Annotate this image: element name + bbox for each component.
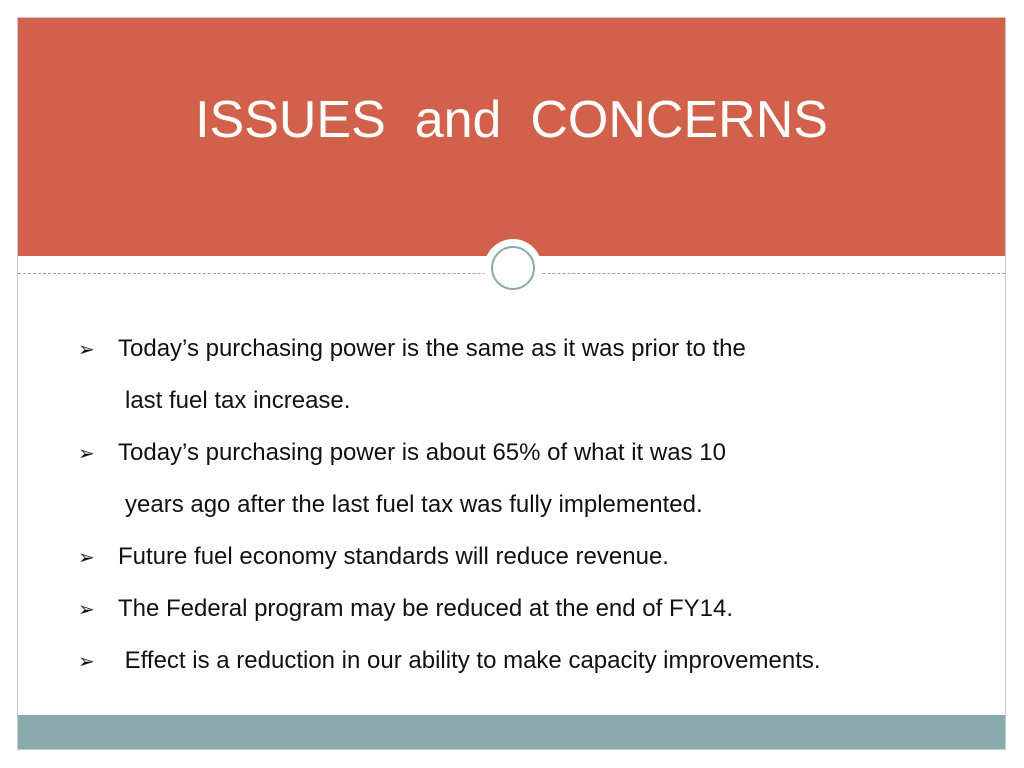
title-banner bbox=[18, 18, 1005, 256]
arrow-bullet-icon: ➢ bbox=[78, 597, 95, 621]
bullet-text: Today’s purchasing power is the same as it was prior to the bbox=[118, 335, 746, 362]
arrow-bullet-icon: ➢ bbox=[78, 545, 95, 569]
bullet-text: Today’s purchasing power is about 65% of what it was 10 bbox=[118, 439, 726, 466]
bullet-item-2 bbox=[78, 427, 985, 479]
bullet-text: Future fuel economy standards will reduce revenue. bbox=[118, 543, 669, 570]
arrow-bullet-icon: ➢ bbox=[78, 649, 95, 673]
bullet-item-2-continuation bbox=[78, 479, 985, 531]
bullet-item-4 bbox=[78, 583, 985, 635]
bullet-text: Effect is a reduction in our ability to make capacity improvements. bbox=[118, 647, 821, 674]
slide bbox=[17, 17, 1006, 750]
bullet-text: years ago after the last fuel tax was fully implemented. bbox=[125, 491, 703, 518]
bullet-item-3 bbox=[78, 531, 985, 583]
bullet-item-5 bbox=[78, 635, 985, 687]
slide-title: ISSUES and CONCERNS bbox=[195, 91, 828, 149]
bullet-list bbox=[78, 323, 985, 687]
circle-ring bbox=[491, 246, 535, 290]
arrow-bullet-icon: ➢ bbox=[78, 441, 95, 465]
arrow-bullet-icon: ➢ bbox=[78, 337, 95, 361]
bullet-text: The Federal program may be reduced at the end of FY14. bbox=[118, 595, 734, 622]
circle-ornament-icon bbox=[484, 239, 542, 297]
bullet-item-1 bbox=[78, 323, 985, 375]
bullet-text: last fuel tax increase. bbox=[125, 387, 351, 414]
footer-bar bbox=[18, 715, 1005, 749]
bullet-item-1-continuation bbox=[78, 375, 985, 427]
